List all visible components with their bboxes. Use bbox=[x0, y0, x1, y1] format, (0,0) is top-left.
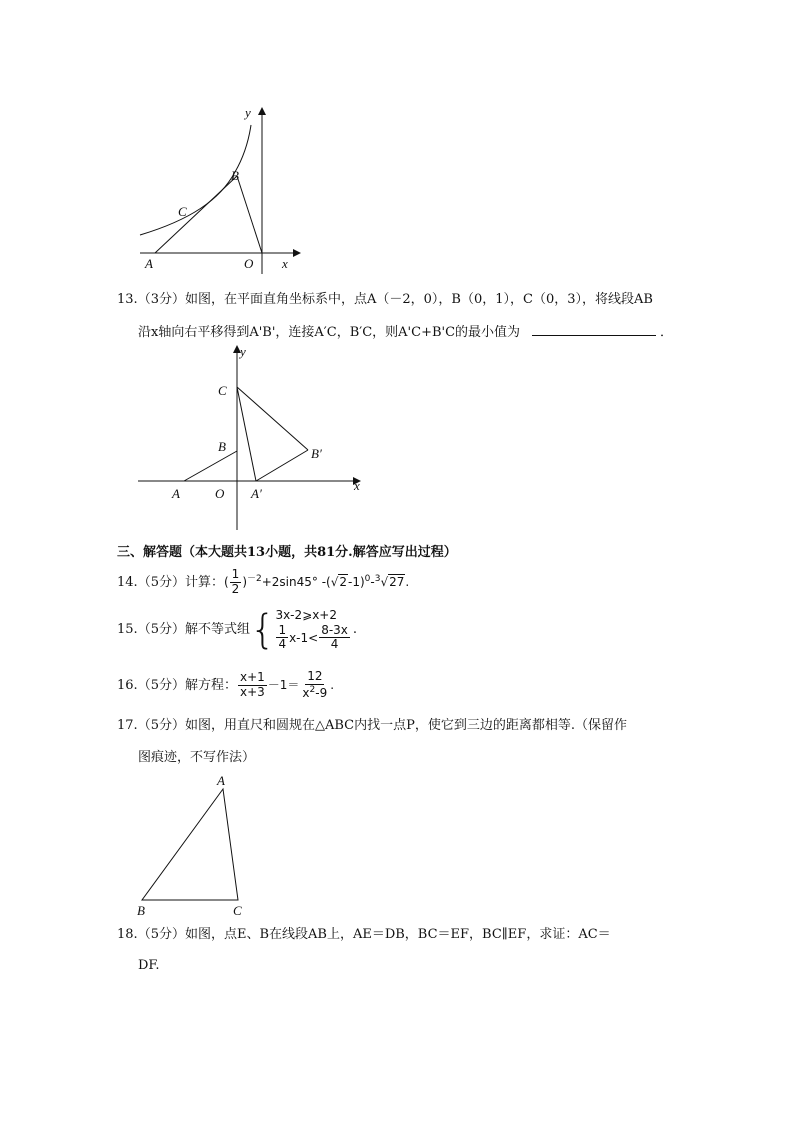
q18-score: （5分） bbox=[137, 927, 185, 942]
q17-line1 bbox=[117, 718, 627, 734]
label-a: A bbox=[145, 256, 153, 271]
label-a-prime: A′ bbox=[251, 486, 262, 501]
label-o: O bbox=[215, 486, 225, 501]
q16-score: （5分） bbox=[137, 677, 185, 693]
q15-system bbox=[275, 608, 350, 652]
segment-bo bbox=[237, 176, 262, 253]
q15-score: （5分） bbox=[137, 622, 185, 638]
q18-line2: DF. bbox=[138, 958, 160, 973]
q16-equation: $\frac{x+1}{x+3}$ －1＝ $\frac{12}{x^2-9}$ . bbox=[239, 669, 335, 700]
q13-text-line2: 沿x轴向右平移得到A'B'，连接A′C，B′C，则A'C+B'C的最小值为 bbox=[138, 325, 521, 340]
label-y: y bbox=[245, 105, 251, 120]
q13-score: （3分） bbox=[137, 292, 185, 307]
q18-line1 bbox=[117, 927, 611, 943]
q17-line2: 图痕迹，不写作法） bbox=[138, 750, 256, 765]
label-b-prime: B′ bbox=[311, 446, 322, 461]
q15-inequality-1: 3x-2⩾x+2 bbox=[275, 608, 337, 622]
label-a: A bbox=[172, 486, 180, 501]
q14-expression: ( $\frac{1}{2}$ )$^{-2}$+2sin45° $-(√2-1)^0-^3√27$. bbox=[223, 567, 410, 596]
q15-number: 15. bbox=[117, 622, 138, 638]
q16-label: 解方程： bbox=[184, 677, 237, 693]
q14-label: 计算： bbox=[184, 574, 224, 590]
label-c: C bbox=[233, 903, 242, 918]
q17-text-line1: 如图，用直尺和圆规在△ABC内找一点P，使它到三边的距离都相等.（保留作 bbox=[184, 718, 627, 733]
label-x: x bbox=[354, 478, 360, 493]
q13-text-line1: 如图，在平面直角坐标系中，点A（－2，0），B（0，1），C（0，3），将线段AB bbox=[184, 292, 653, 307]
section-3-heading: 三、解答题（本大题共13小题，共81分.解答应写出过程） bbox=[117, 545, 457, 560]
label-x: x bbox=[282, 256, 288, 271]
q15-label: 解不等式组 bbox=[184, 622, 250, 638]
brace-icon: { bbox=[249, 607, 276, 654]
label-b: B bbox=[218, 439, 226, 454]
segment-ap-bp bbox=[256, 450, 308, 481]
label-o: O bbox=[244, 256, 254, 271]
label-b: B bbox=[137, 903, 145, 918]
triangle-abc bbox=[142, 789, 238, 900]
q18-text-line1: 如图，点E、B在线段AB上，AE＝DB，BC＝EF，BC∥EF，求证：AC＝ bbox=[184, 927, 611, 942]
q14-score: （5分） bbox=[137, 574, 185, 590]
segment-ab bbox=[155, 176, 237, 253]
figure-q12 bbox=[130, 100, 310, 280]
figure-q17 bbox=[130, 772, 260, 920]
q17-score: （5分） bbox=[137, 718, 185, 733]
q13-line1 bbox=[117, 292, 653, 308]
figure-q13 bbox=[130, 340, 370, 535]
label-c: C bbox=[218, 383, 227, 398]
q16-number: 16. bbox=[117, 677, 138, 693]
label-a: A bbox=[217, 773, 225, 788]
q15: 15. （5分） 解不等式组 { 3x-2⩾x+2 $\frac{1}{4}$ x-1< $\frac{8-3x}{4}$ . bbox=[117, 607, 358, 654]
q17-number: 17. bbox=[117, 718, 138, 733]
segment-ab bbox=[184, 451, 237, 481]
label-c: C bbox=[178, 204, 187, 219]
q16 bbox=[117, 670, 334, 701]
q13-number: 13. bbox=[117, 292, 138, 307]
label-y: y bbox=[240, 344, 246, 359]
q18-number: 18. bbox=[117, 927, 138, 942]
q15-inequality-2: $\frac{1}{4}$ x-1< $\frac{8-3x}{4}$ bbox=[278, 622, 348, 652]
label-b: B bbox=[231, 168, 239, 183]
q13-line2: 沿x轴向右平移得到A'B'，连接A′C，B′C，则A'C+B'C的最小值为 ． bbox=[138, 325, 674, 340]
q13-answer-blank[interactable] bbox=[532, 323, 656, 336]
q14-number: 14. bbox=[117, 574, 138, 590]
q14 bbox=[117, 568, 409, 597]
